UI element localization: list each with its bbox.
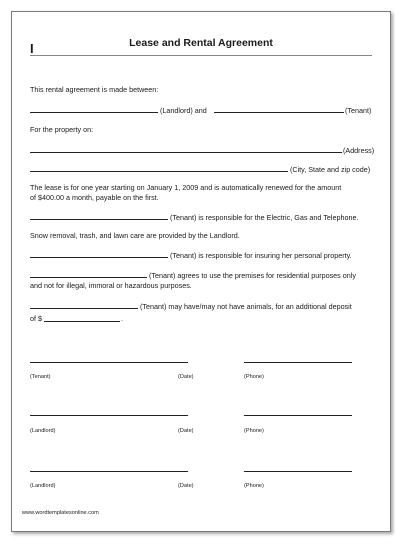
for-property-text: For the property on: xyxy=(30,125,94,134)
document-title: Lease and Rental Agreement xyxy=(129,37,273,49)
signature-date-label: (Date) xyxy=(178,428,194,434)
tenant-insurance-line[interactable] xyxy=(30,257,168,258)
tenant-label: (Tenant) xyxy=(345,106,372,115)
text-cursor-mark: I xyxy=(30,41,34,56)
pets-period: . xyxy=(121,314,123,323)
landlord-signature-line-2[interactable] xyxy=(30,471,188,472)
landlord-signature-line[interactable] xyxy=(30,415,188,416)
tenant-residential-line[interactable] xyxy=(30,277,147,278)
tenant-insurance-text: (Tenant) is responsible for insuring her personal property. xyxy=(170,251,352,260)
tenant-residential-text2: and not for illegal, immoral or hazardous purposes. xyxy=(30,281,192,290)
deposit-amount-line[interactable] xyxy=(44,321,120,322)
landlord-phone-line[interactable] xyxy=(244,415,352,416)
lease-terms-line2: of $400.00 a month, payable on the first. xyxy=(30,193,159,202)
landlord-and-label: (Landlord) and xyxy=(160,106,207,115)
tenant-residential-text1: (Tenant) agrees to use the premises for residential purposes only xyxy=(149,271,356,280)
city-state-zip-label: (City, State and zip code) xyxy=(290,165,371,174)
pets-text1: (Tenant) may have/may not have animals, for an additional deposit xyxy=(140,302,352,311)
document-page xyxy=(11,11,391,532)
signature-date-label: (Date) xyxy=(178,483,194,489)
signature-party-label: (Tenant) xyxy=(30,374,51,380)
tenant-utilities-line[interactable] xyxy=(30,219,168,220)
landlord-phone-line-2[interactable] xyxy=(244,471,352,472)
signature-phone-label: (Phone) xyxy=(244,428,264,434)
title-rule xyxy=(30,55,372,56)
address-line[interactable] xyxy=(30,152,342,153)
signature-party-label: (Landlord) xyxy=(30,428,56,434)
city-state-zip-line[interactable] xyxy=(30,171,288,172)
address-label: (Address) xyxy=(343,146,375,155)
intro-text: This rental agreement is made between: xyxy=(30,85,159,94)
tenant-name-line[interactable] xyxy=(214,112,344,113)
snow-removal-text: Snow removal, trash, and lawn care are provided by the Landlord. xyxy=(30,231,240,240)
tenant-phone-line[interactable] xyxy=(244,362,352,363)
footer-website: www.wordtemplatesonline.com xyxy=(22,510,99,516)
signature-phone-label: (Phone) xyxy=(244,374,264,380)
signature-date-label: (Date) xyxy=(178,374,194,380)
signature-phone-label: (Phone) xyxy=(244,483,264,489)
landlord-name-line[interactable] xyxy=(30,112,158,113)
tenant-signature-line[interactable] xyxy=(30,362,188,363)
pets-of-label: of $ xyxy=(30,314,42,323)
tenant-pets-line[interactable] xyxy=(30,308,138,309)
tenant-utilities-text: (Tenant) is responsible for the Electric, Gas and Telephone. xyxy=(170,213,359,222)
signature-party-label: (Landlord) xyxy=(30,483,56,489)
lease-terms-line1: The lease is for one year starting on January 1, 2009 and is automatically renewed for the amount xyxy=(30,183,342,192)
